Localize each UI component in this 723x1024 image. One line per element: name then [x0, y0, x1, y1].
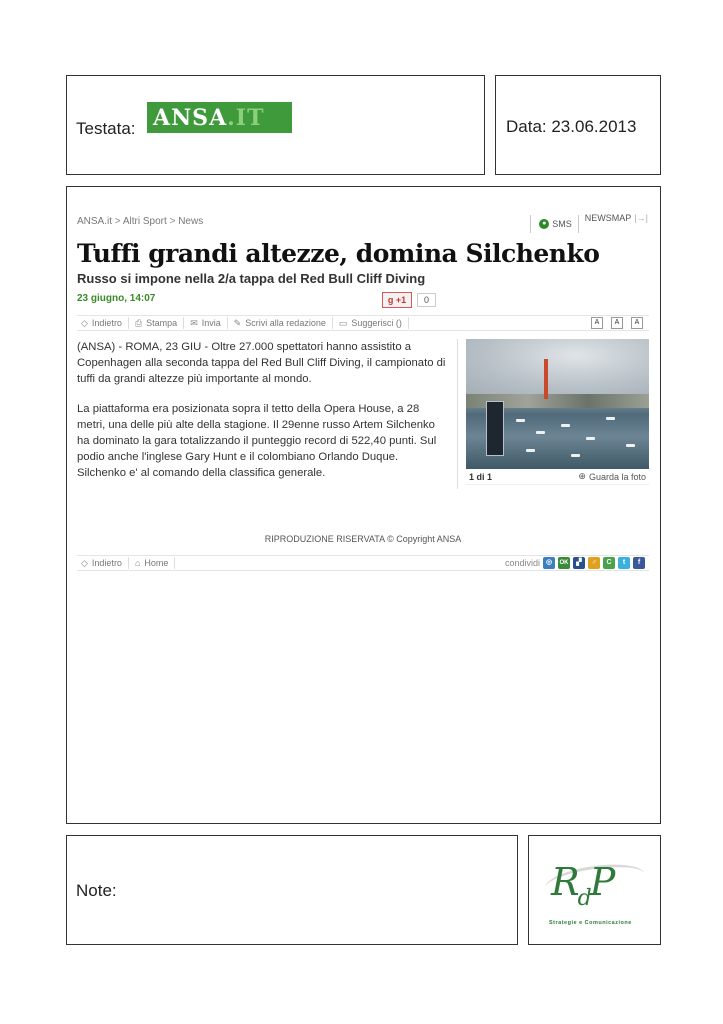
- ansa-logo-suffix: .IT: [227, 104, 265, 131]
- font-reset-button[interactable]: A: [611, 317, 623, 329]
- sms-link[interactable]: [530, 215, 579, 233]
- photo-boat: [586, 437, 595, 440]
- share-label: condividi: [504, 558, 540, 568]
- toolbar-mail-button[interactable]: [184, 317, 228, 329]
- zoom-icon: ⊕: [578, 471, 586, 481]
- testata-label: Testata:: [76, 119, 136, 138]
- share-globe-icon[interactable]: ◎: [543, 557, 555, 569]
- phone-icon: ●: [539, 219, 549, 229]
- toolbar-label: Suggerisci (): [351, 318, 402, 328]
- photo-boat: [606, 417, 615, 420]
- toolbar-label: Indietro: [91, 318, 122, 328]
- google-plus-label: +1: [395, 295, 407, 305]
- sms-label: SMS: [552, 219, 572, 229]
- photo-banner: [486, 401, 504, 456]
- google-plus-icon: g: [387, 295, 394, 305]
- home-icon: ⌂: [134, 558, 141, 568]
- article-dateline: 23 giugno, 14:07: [77, 293, 156, 304]
- footer-home-button[interactable]: [129, 557, 175, 569]
- footer-back-label: Indietro: [91, 558, 122, 568]
- footer-home-label: Home: [144, 558, 169, 568]
- font-decrease-button[interactable]: A: [591, 317, 603, 329]
- photo-count: 1 di 1: [469, 471, 493, 482]
- rdp-logo-text: $R_dP$: [551, 860, 614, 911]
- share-twitter-icon[interactable]: t: [618, 557, 630, 569]
- back-icon: ◇: [81, 557, 88, 568]
- photo-crane: [544, 359, 548, 399]
- top-links: [530, 211, 648, 233]
- copyright-notice: RIPRODUZIONE RISERVATA © Copyright ANSA: [264, 534, 462, 544]
- photo-boat: [516, 419, 525, 422]
- rdp-logo: [543, 854, 648, 934]
- breadcrumb-current[interactable]: News: [178, 216, 204, 227]
- photo-boat: [571, 454, 580, 457]
- photo-boat: [526, 449, 535, 452]
- font-increase-button[interactable]: A: [631, 317, 643, 329]
- photo-boat: [561, 424, 570, 427]
- comment-icon: ▭: [338, 317, 348, 328]
- mail-icon: ✉: [190, 317, 198, 328]
- newsmap-label: NEWSMAP: [584, 213, 632, 223]
- article-subheadline: Russo si impone nella 2/a tappa del Red Bull Cliff Diving: [77, 271, 426, 286]
- photo-caption: [466, 469, 649, 485]
- ansa-logo: [147, 102, 292, 133]
- agency-logo-box: [528, 835, 661, 945]
- photo-sky: [466, 339, 649, 394]
- note-box: [66, 835, 518, 945]
- google-plus-widget: [382, 292, 436, 308]
- share-digg-icon[interactable]: ♂: [588, 557, 600, 569]
- article-footer-bar: [77, 555, 649, 571]
- toolbar-print-button[interactable]: [129, 317, 184, 329]
- view-photo-link[interactable]: [578, 471, 646, 482]
- back-icon: ◇: [81, 317, 88, 328]
- photo-boat: [626, 444, 635, 447]
- toolbar-label: Scrivi alla redazione: [245, 318, 326, 328]
- toolbar-label: Invia: [201, 318, 221, 328]
- ansa-logo-text: ANSA: [153, 104, 228, 131]
- article-toolbar: [77, 315, 649, 331]
- print-icon: ⎙: [134, 317, 143, 328]
- toolbar-write-button[interactable]: [228, 317, 333, 329]
- toolbar-suggest-button[interactable]: [333, 317, 409, 329]
- font-size-tools: [591, 317, 643, 329]
- date-label: Data: 23.06.2013: [506, 117, 637, 136]
- article-paragraph: La piattaforma era posizionata sopra il tetto della Opera House, a 28 metri, una delle più alte della stagione. Il 29enne russo Artem Silchenko ha dominato la gara totalizzando il punteggio record di 522,40 punti. Sul podio anche l'inglese Gary Hunt e il colombiano Orlando Duque. Silchenko e' al comando della classifica generale.: [77, 403, 437, 479]
- newsmap-link[interactable]: [579, 211, 648, 223]
- pen-icon: ✎: [233, 317, 242, 328]
- toolbar-back-button[interactable]: [77, 317, 129, 329]
- arrow-right-icon: |→|: [634, 213, 648, 223]
- testata-box: [66, 75, 485, 175]
- photo-boat: [536, 431, 545, 434]
- share-bar: [505, 557, 645, 569]
- article-photo[interactable]: [466, 339, 649, 469]
- breadcrumb-separator: >: [169, 216, 176, 227]
- share-delicious-icon[interactable]: ▞: [573, 557, 585, 569]
- note-label: Note:: [76, 881, 117, 900]
- article-body: [77, 340, 447, 496]
- google-plus-count: 0: [417, 293, 436, 307]
- footer-back-button[interactable]: [77, 557, 129, 569]
- rdp-logo-tagline: Strategie e Comunicazione: [549, 920, 632, 926]
- google-plus-button[interactable]: [382, 292, 412, 308]
- breadcrumb-section[interactable]: Altri Sport: [122, 216, 167, 227]
- share-oknotizie-icon[interactable]: OK: [558, 557, 570, 569]
- breadcrumb-home[interactable]: ANSA.it: [77, 216, 113, 227]
- article-paragraph: (ANSA) - ROMA, 23 GIU - Oltre 27.000 spettatori hanno assistito a Copenhagen alla seconda tappa del Red Bull Cliff Diving, il campionato di tuffi da grandi altezze più importante al mondo.: [77, 341, 446, 385]
- breadcrumb-separator: >: [114, 216, 121, 227]
- article-headline: Tuffi grandi altezze, domina Silchenko: [77, 239, 600, 268]
- share-facebook-icon[interactable]: f: [633, 557, 645, 569]
- article-clipping: [66, 186, 661, 824]
- data-box: [495, 75, 661, 175]
- share-stumble-icon[interactable]: C: [603, 557, 615, 569]
- toolbar-label: Stampa: [146, 318, 178, 328]
- photo-gallery: [457, 339, 649, 489]
- view-photo-label: Guarda la foto: [588, 471, 646, 482]
